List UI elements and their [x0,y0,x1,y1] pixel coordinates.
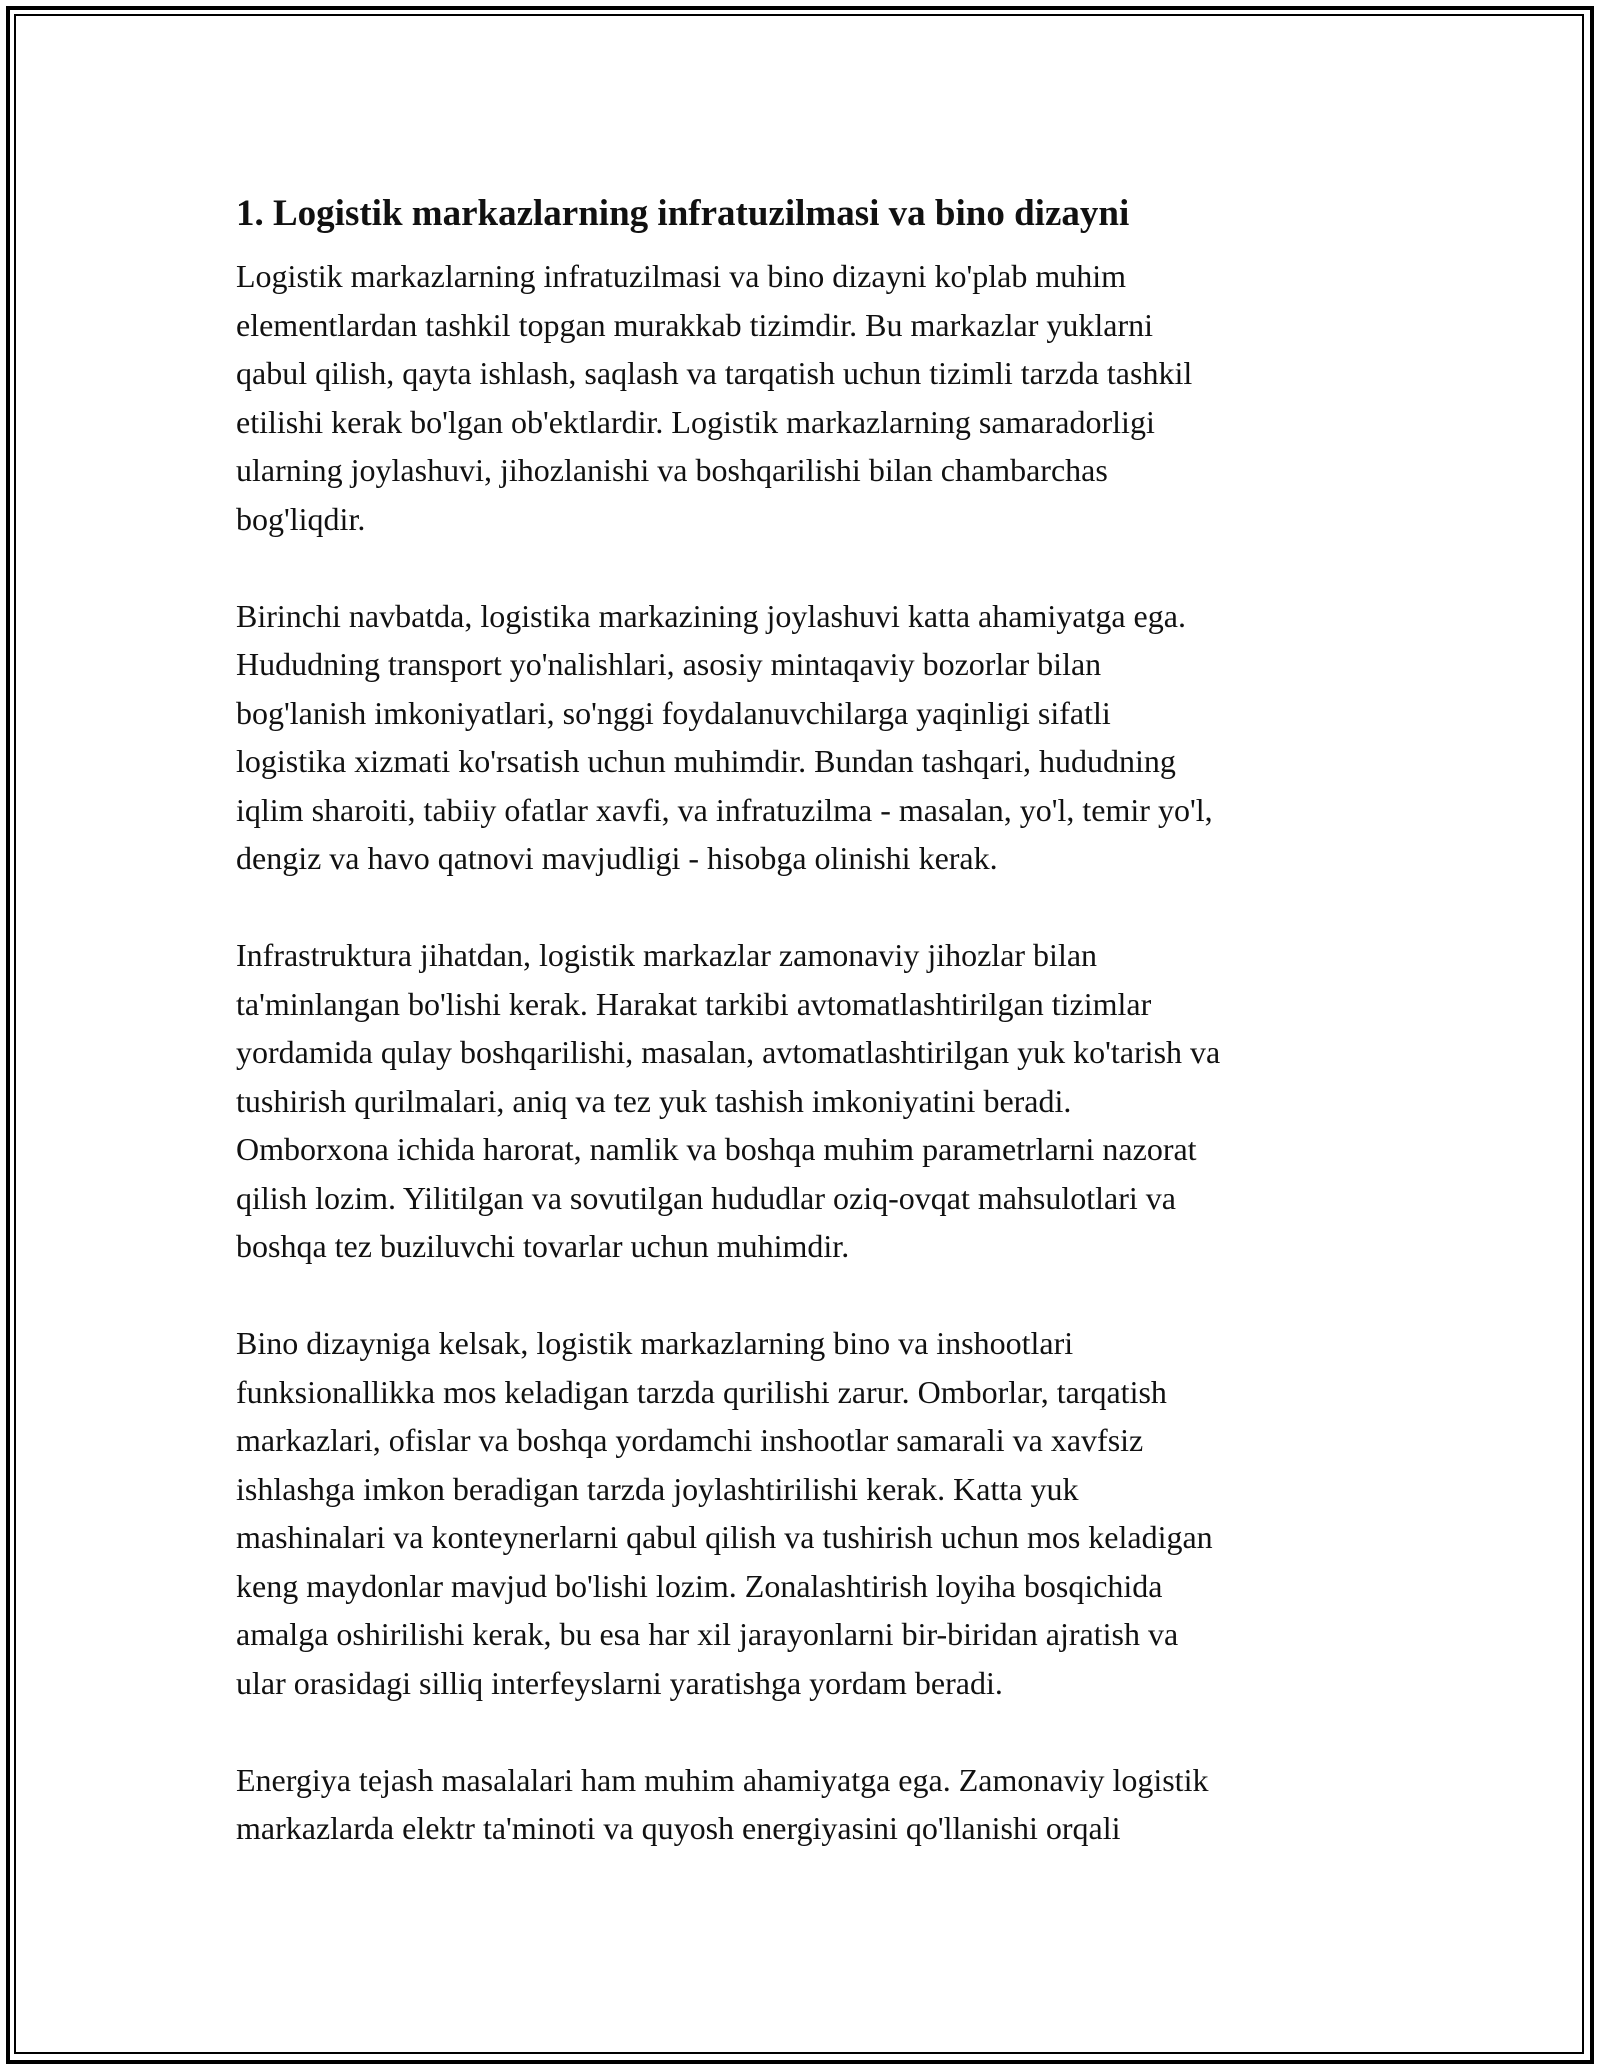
text-line: iqlim sharoiti, tabiiy ofatlar xavfi, va infratuzilma - masalan, yo'l, temir yo'l, [236,791,1213,828]
text-line: qabul qilish, qayta ishlash, saqlash va tarqatish uchun tizimli tarzda tashkil [236,355,1193,391]
paragraph-2 [236,592,1376,883]
text-line: funksionallikka mos keladigan tarzda qurilishi zarur. Omborlar, tarqatish [236,1373,1167,1410]
text-line: qilish lozim. Yilitilgan va sovutilgan hududlar oziq-ovqat mahsulotlari va [236,1179,1176,1216]
text-line: Energiya tejash masalalari ham muhim ahamiyatga ega. Zamonaviy logistik [236,1761,1209,1798]
text-line: ta'minlangan bo'lishi kerak. Harakat tarkibi avtomatlashtirilgan tizimlar [236,985,1152,1022]
text-line: Bino dizayniga kelsak, logistik markazlarning bino va inshootlari [236,1325,1074,1361]
text-line: mashinalari va konteynerlarni qabul qilish va tushirish uchun mos keladigan [236,1519,1213,1555]
section-heading: 1. Logistik markazlarning infratuzilmasi va bino dizayni [236,193,1130,234]
text-line: markazlari, ofislar va boshqa yordamchi inshootlar samarali va xavfsiz [236,1422,1144,1458]
text-line: ishlashga imkon beradigan tarzda joylashtirilishi kerak. Katta yuk [236,1470,1079,1507]
text-line: etilishi kerak bo'lgan ob'ektlardir. Logistik markazlarning samaradorligi [236,403,1155,440]
text-line: bog'lanish imkoniyatlari, so'nggi foydalanuvchilarga yaqinligi sifatli [236,694,1111,731]
text-line: tushirish qurilmalari, aniq va tez yuk tashish imkoniyatini beradi. [236,1082,1072,1119]
text-line: Infrastruktura jihatdan, logistik markazlar zamonaviy jihozlar bilan [236,937,1098,973]
text-line: boshqa tez buziluvchi tovarlar uchun muhimdir. [236,1228,850,1264]
text-line: Hududning transport yo'nalishlari, asosiy mintaqaviy bozorlar bilan [236,646,1102,682]
paragraph-1 [236,252,1376,543]
text-line: Logistik markazlarning infratuzilmasi va bino dizayni ko'plab muhim [236,258,1126,294]
text-line: keng maydonlar mavjud bo'lishi lozim. Zonalashtirish loyiha bosqichida [236,1567,1163,1604]
text-line: logistika xizmati ko'rsatish uchun muhimdir. Bundan tashqari, hududning [236,743,1176,779]
text-line: amalga oshirilishi kerak, bu esa har xil jarayonlarni bir-biridan ajratish va [236,1616,1179,1652]
document-body [236,184,1376,1901]
text-line: Birinchi navbatda, logistika markazining joylashuvi katta ahamiyatga ega. [236,597,1186,634]
text-line: bog'liqdir. [236,500,366,537]
text-line: Omborxona ichida harorat, namlik va boshqa muhim parametrlarni nazorat [236,1131,1197,1167]
text-line: elementlardan tashkil topgan murakkab tizimdir. Bu markazlar yuklarni [236,306,1154,343]
text-line: ular orasidagi silliq interfeyslarni yaratishga yordam beradi. [236,1664,1003,1701]
text-line: yordamida qulay boshqarilishi, masalan, avtomatlashtirilgan yuk ko'tarish va [236,1034,1221,1070]
text-line: dengiz va havo qatnovi mavjudligi - hisobga olinishi kerak. [236,840,998,876]
paragraph-3 [236,931,1376,1271]
paragraph-4 [236,1319,1376,1707]
text-line: markazlarda elektr ta'minoti va quyosh energiyasini qo'llanishi orqali [236,1810,1121,1846]
paragraph-5 [236,1756,1376,1853]
text-line: ularning joylashuvi, jihozlanishi va boshqarilishi bilan chambarchas [236,452,1108,488]
